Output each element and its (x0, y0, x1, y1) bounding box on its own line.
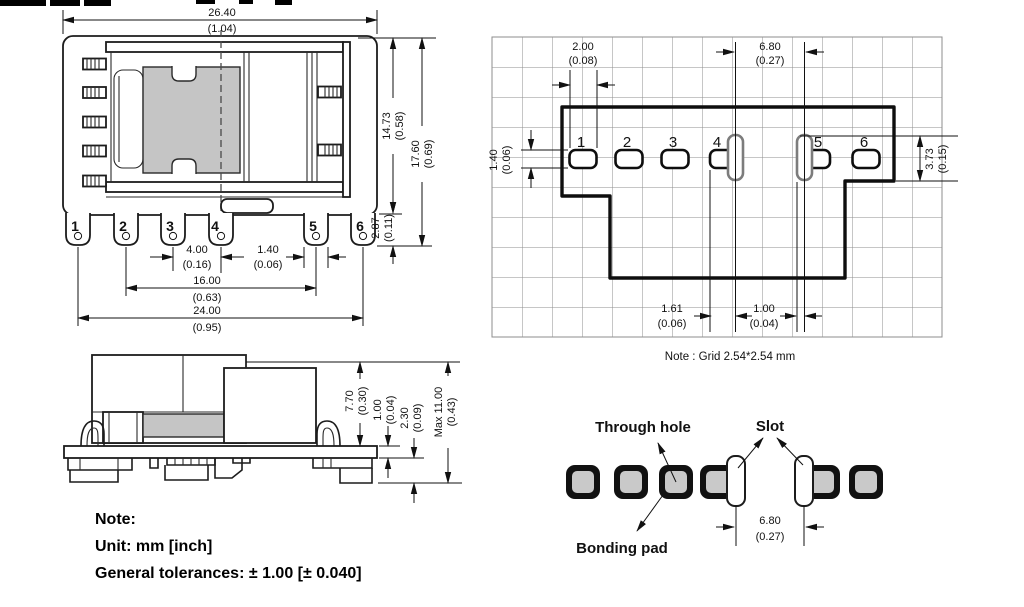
label-bonding-pad: Bonding pad (576, 540, 668, 557)
bonding-pad-arrow (637, 495, 663, 531)
dim-text: 2.00 (572, 41, 594, 53)
land-pad-number-5: 5 (813, 134, 823, 151)
pin-number-6: 6 (356, 218, 364, 234)
dim-text: 16.00 (193, 275, 221, 287)
note-tolerance: General tolerances: ± 1.00 [± 0.040] (95, 565, 362, 582)
bottom-step (221, 199, 273, 213)
dim-text: (0.43) (446, 397, 458, 427)
side-view (64, 355, 462, 503)
dim-text: (0.09) (412, 403, 424, 433)
dim-pin-width (254, 244, 346, 271)
dim-text: 6.80 (759, 515, 781, 527)
side-gray-bar (143, 414, 224, 437)
core-bottom-notch (172, 159, 196, 174)
pin-number-4: 4 (211, 218, 219, 234)
dim-text: 2.30 (399, 407, 411, 429)
land-pad-number-3: 3 (668, 134, 678, 151)
pin-number-3: 3 (166, 218, 174, 234)
land-pad-number-2: 2 (622, 134, 632, 151)
dim-text: 2.87 (370, 217, 382, 239)
dim-text: 14.73 (381, 112, 393, 140)
dim-text: (0.04) (385, 395, 397, 425)
core (143, 67, 240, 173)
dim-text: (0.16) (182, 259, 212, 271)
label-slot: Slot (755, 418, 785, 435)
dim-text: (0.27) (755, 55, 785, 67)
land-pad-1 (570, 150, 597, 168)
side-right-clip (317, 421, 340, 446)
pin-tabs (66, 213, 375, 245)
core-top-notch (172, 66, 196, 81)
dim-text: 6.80 (759, 41, 781, 53)
dim-text: (0.15) (937, 144, 949, 174)
top-view (63, 7, 436, 334)
dim-text: (0.11) (383, 214, 395, 242)
dim-text: 1.40 (257, 244, 279, 256)
note-unit: Unit: mm [inch] (95, 538, 213, 555)
dim-text: (0.63) (192, 292, 222, 304)
dim-overall-width (63, 7, 377, 35)
dim-text: (0.95) (192, 322, 222, 334)
bobbin-top-flange (106, 42, 343, 52)
dim-text: 24.00 (193, 305, 221, 317)
pin-number-2: 2 (119, 218, 127, 234)
dim-text: (1.04) (207, 23, 237, 35)
dim-detail-slot-pitch (716, 506, 824, 546)
dim-text: 17.60 (410, 140, 422, 168)
dim-text: 1.40 (488, 149, 500, 171)
dim-pin-pitch (150, 244, 244, 273)
slot-arrow-right (777, 438, 803, 465)
slot-arrow-left (738, 438, 763, 468)
pin-number-5: 5 (309, 218, 317, 234)
dim-text: (0.06) (253, 259, 283, 271)
note-block (95, 511, 362, 582)
side-right-block (224, 368, 316, 443)
dim-text: (0.06) (657, 318, 687, 330)
detail-slot-5 (795, 456, 813, 506)
dim-text: (0.27) (755, 531, 785, 543)
land-pad-number-1: 1 (576, 134, 586, 151)
dim-text: 26.40 (208, 7, 236, 19)
bobbin-bottom-flange (106, 182, 343, 192)
dim-text: (0.08) (568, 55, 598, 67)
dim-text: (0.58) (394, 111, 406, 141)
label-through-hole: Through hole (595, 419, 691, 436)
dim-text: (0.04) (749, 318, 779, 330)
note-title: Note: (95, 511, 136, 528)
land-pad-3 (662, 150, 689, 168)
dim-text: 1.00 (372, 399, 384, 421)
dim-text: 4.00 (186, 244, 208, 256)
grid-note: Note : Grid 2.54*2.54 mm (664, 351, 796, 363)
side-feet (68, 458, 372, 483)
land-pad-number-4: 4 (712, 134, 722, 151)
dim-text: (0.30) (357, 386, 369, 416)
dim-text: (0.69) (423, 139, 435, 169)
dim-text: 3.73 (924, 148, 936, 170)
pin-number-1: 1 (71, 218, 79, 234)
top-edge-cropped-artifacts (0, 0, 292, 6)
right-flange (343, 42, 350, 197)
dim-text: 1.00 (753, 303, 775, 315)
pad-detail-view (566, 418, 883, 557)
land-pattern-view (488, 37, 958, 363)
grid (492, 37, 942, 337)
dim-text: Max 11.00 (433, 386, 445, 438)
dim-text: 7.70 (344, 390, 356, 412)
dim-text: (0.06) (501, 145, 513, 175)
land-pad-2 (616, 150, 643, 168)
dim-text: 1.61 (661, 303, 683, 315)
side-baseplate (64, 446, 377, 458)
land-pad-number-6: 6 (859, 134, 869, 151)
land-pad-6 (853, 150, 880, 168)
